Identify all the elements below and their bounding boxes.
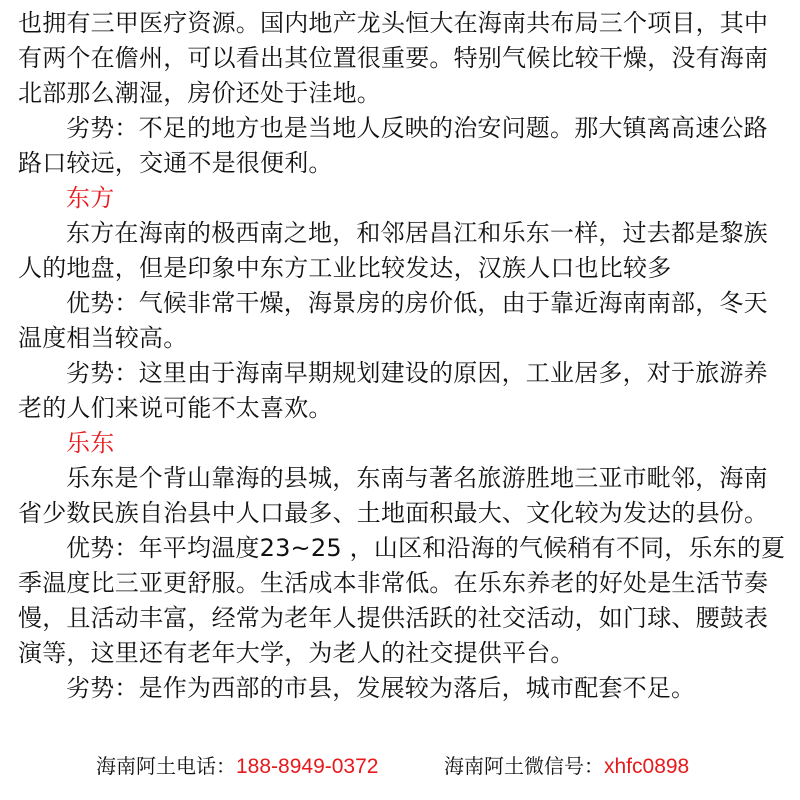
phone-contact: [96, 750, 378, 783]
paragraph-line: 劣势：是作为西部的市县，发展较为落后，城市配套不足。: [66, 674, 696, 702]
paragraph-line: 有两个在儋州，可以看出其位置很重要。特别气候比较干燥，没有海南: [18, 44, 769, 72]
paragraph-line: 也拥有三甲医疗资源。国内地产龙头恒大在海南共布局三个项目，其中: [18, 9, 769, 37]
paragraph-line: 季温度比三亚更舒服。生活成本非常低。在乐东养老的好处是生活节奏: [18, 569, 769, 597]
paragraph-line: 慢，且活动丰富，经常为老年人提供活跃的社交活动，如门球、腰鼓表: [18, 604, 769, 632]
section-heading-dongfang: 东方: [66, 184, 115, 212]
article-body: [18, 6, 788, 706]
paragraph-line: 劣势：不足的地方也是当地人反映的治安问题。那大镇离高速公路: [66, 114, 768, 142]
paragraph-line: 人的地盘，但是印象中东方工业比较发达，汉族人口也比较多: [18, 254, 672, 282]
wechat-contact: [444, 750, 689, 783]
paragraph-line: 路口较远，交通不是很便利。: [18, 149, 333, 177]
paragraph-line: 北部那么潮湿，房价还处于洼地。: [18, 79, 381, 107]
wechat-id: xhfc0898: [604, 755, 690, 778]
paragraph-line: 优势：年平均温度23~25 ，山区和沿海的气候稍有不同，乐东的夏: [66, 534, 786, 562]
paragraph-line: 演等，这里还有老年大学，为老人的社交提供平台。: [18, 639, 575, 667]
paragraph-line: 优势：气候非常干燥，海景房的房价低，由于靠近海南南部，冬天: [66, 289, 768, 317]
phone-label: 海南阿土电话：: [96, 754, 236, 778]
paragraph-line: 乐东是个背山靠海的县城，东南与著名旅游胜地三亚市毗邻，海南: [66, 464, 768, 492]
contact-footer: [0, 750, 800, 782]
paragraph-line: 老的人们来说可能不太喜欢。: [18, 394, 333, 422]
paragraph-line: 省少数民族自治县中人口最多、土地面积最大、文化较为发达的县份。: [18, 499, 769, 527]
section-heading-ledong: 乐东: [66, 429, 115, 457]
paragraph-line: 温度相当较高。: [18, 324, 188, 352]
paragraph-line: 东方在海南的极西南之地，和邻居昌江和乐东一样，过去都是黎族: [66, 219, 768, 247]
paragraph-line: 劣势：这里由于海南早期规划建设的原因，工业居多，对于旅游养: [66, 359, 768, 387]
wechat-label: 海南阿土微信号：: [444, 754, 604, 778]
phone-number: 188-8949-0372: [236, 755, 379, 778]
